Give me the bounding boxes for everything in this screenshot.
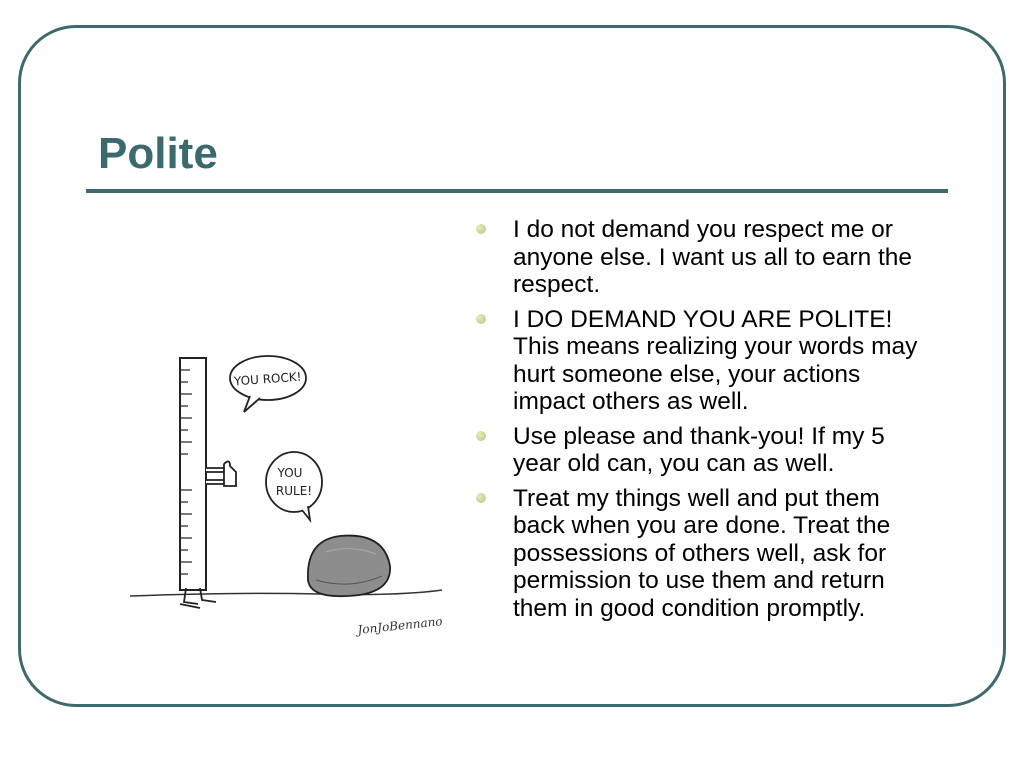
bullet-icon [476,431,486,441]
cartoon-illustration [120,340,450,660]
artist-signature: JonJoBennano [356,614,444,637]
bullet-text: I DO DEMAND YOU ARE POLITE! This means realizing your words may hurt someone else, your actions impact others as well. [513,305,918,415]
ground-line [130,590,442,596]
bullet-text: I do not demand you respect me or anyone else. I want us all to earn the respect. [513,216,913,298]
bullet-icon [476,493,486,503]
thumbs-up-icon [206,461,236,486]
slide-title: Polite [98,129,218,178]
bullet-item [474,485,934,623]
bullet-icon [476,224,486,234]
bullet-list [474,216,934,629]
bullet-text: Treat my things well and put them back when you are done. Treat the possessions of others well, ask for permission to use them and return them in good condition promptly. [513,484,891,622]
bullet-item [474,216,934,299]
title-underline [86,189,948,193]
rock-icon [308,536,390,597]
bubble-bottom-line2: RULE! [275,484,313,498]
bullet-text: Use please and thank-you! If my 5 year old can, you can as well. [513,422,885,477]
bullet-item [474,423,934,478]
bullet-item [474,306,934,416]
ruler-icon [180,358,206,590]
bullet-icon [476,314,486,324]
bubble-bottom-line1: YOU [277,466,303,480]
bubble-top-text: YOU ROCK! [233,369,302,389]
